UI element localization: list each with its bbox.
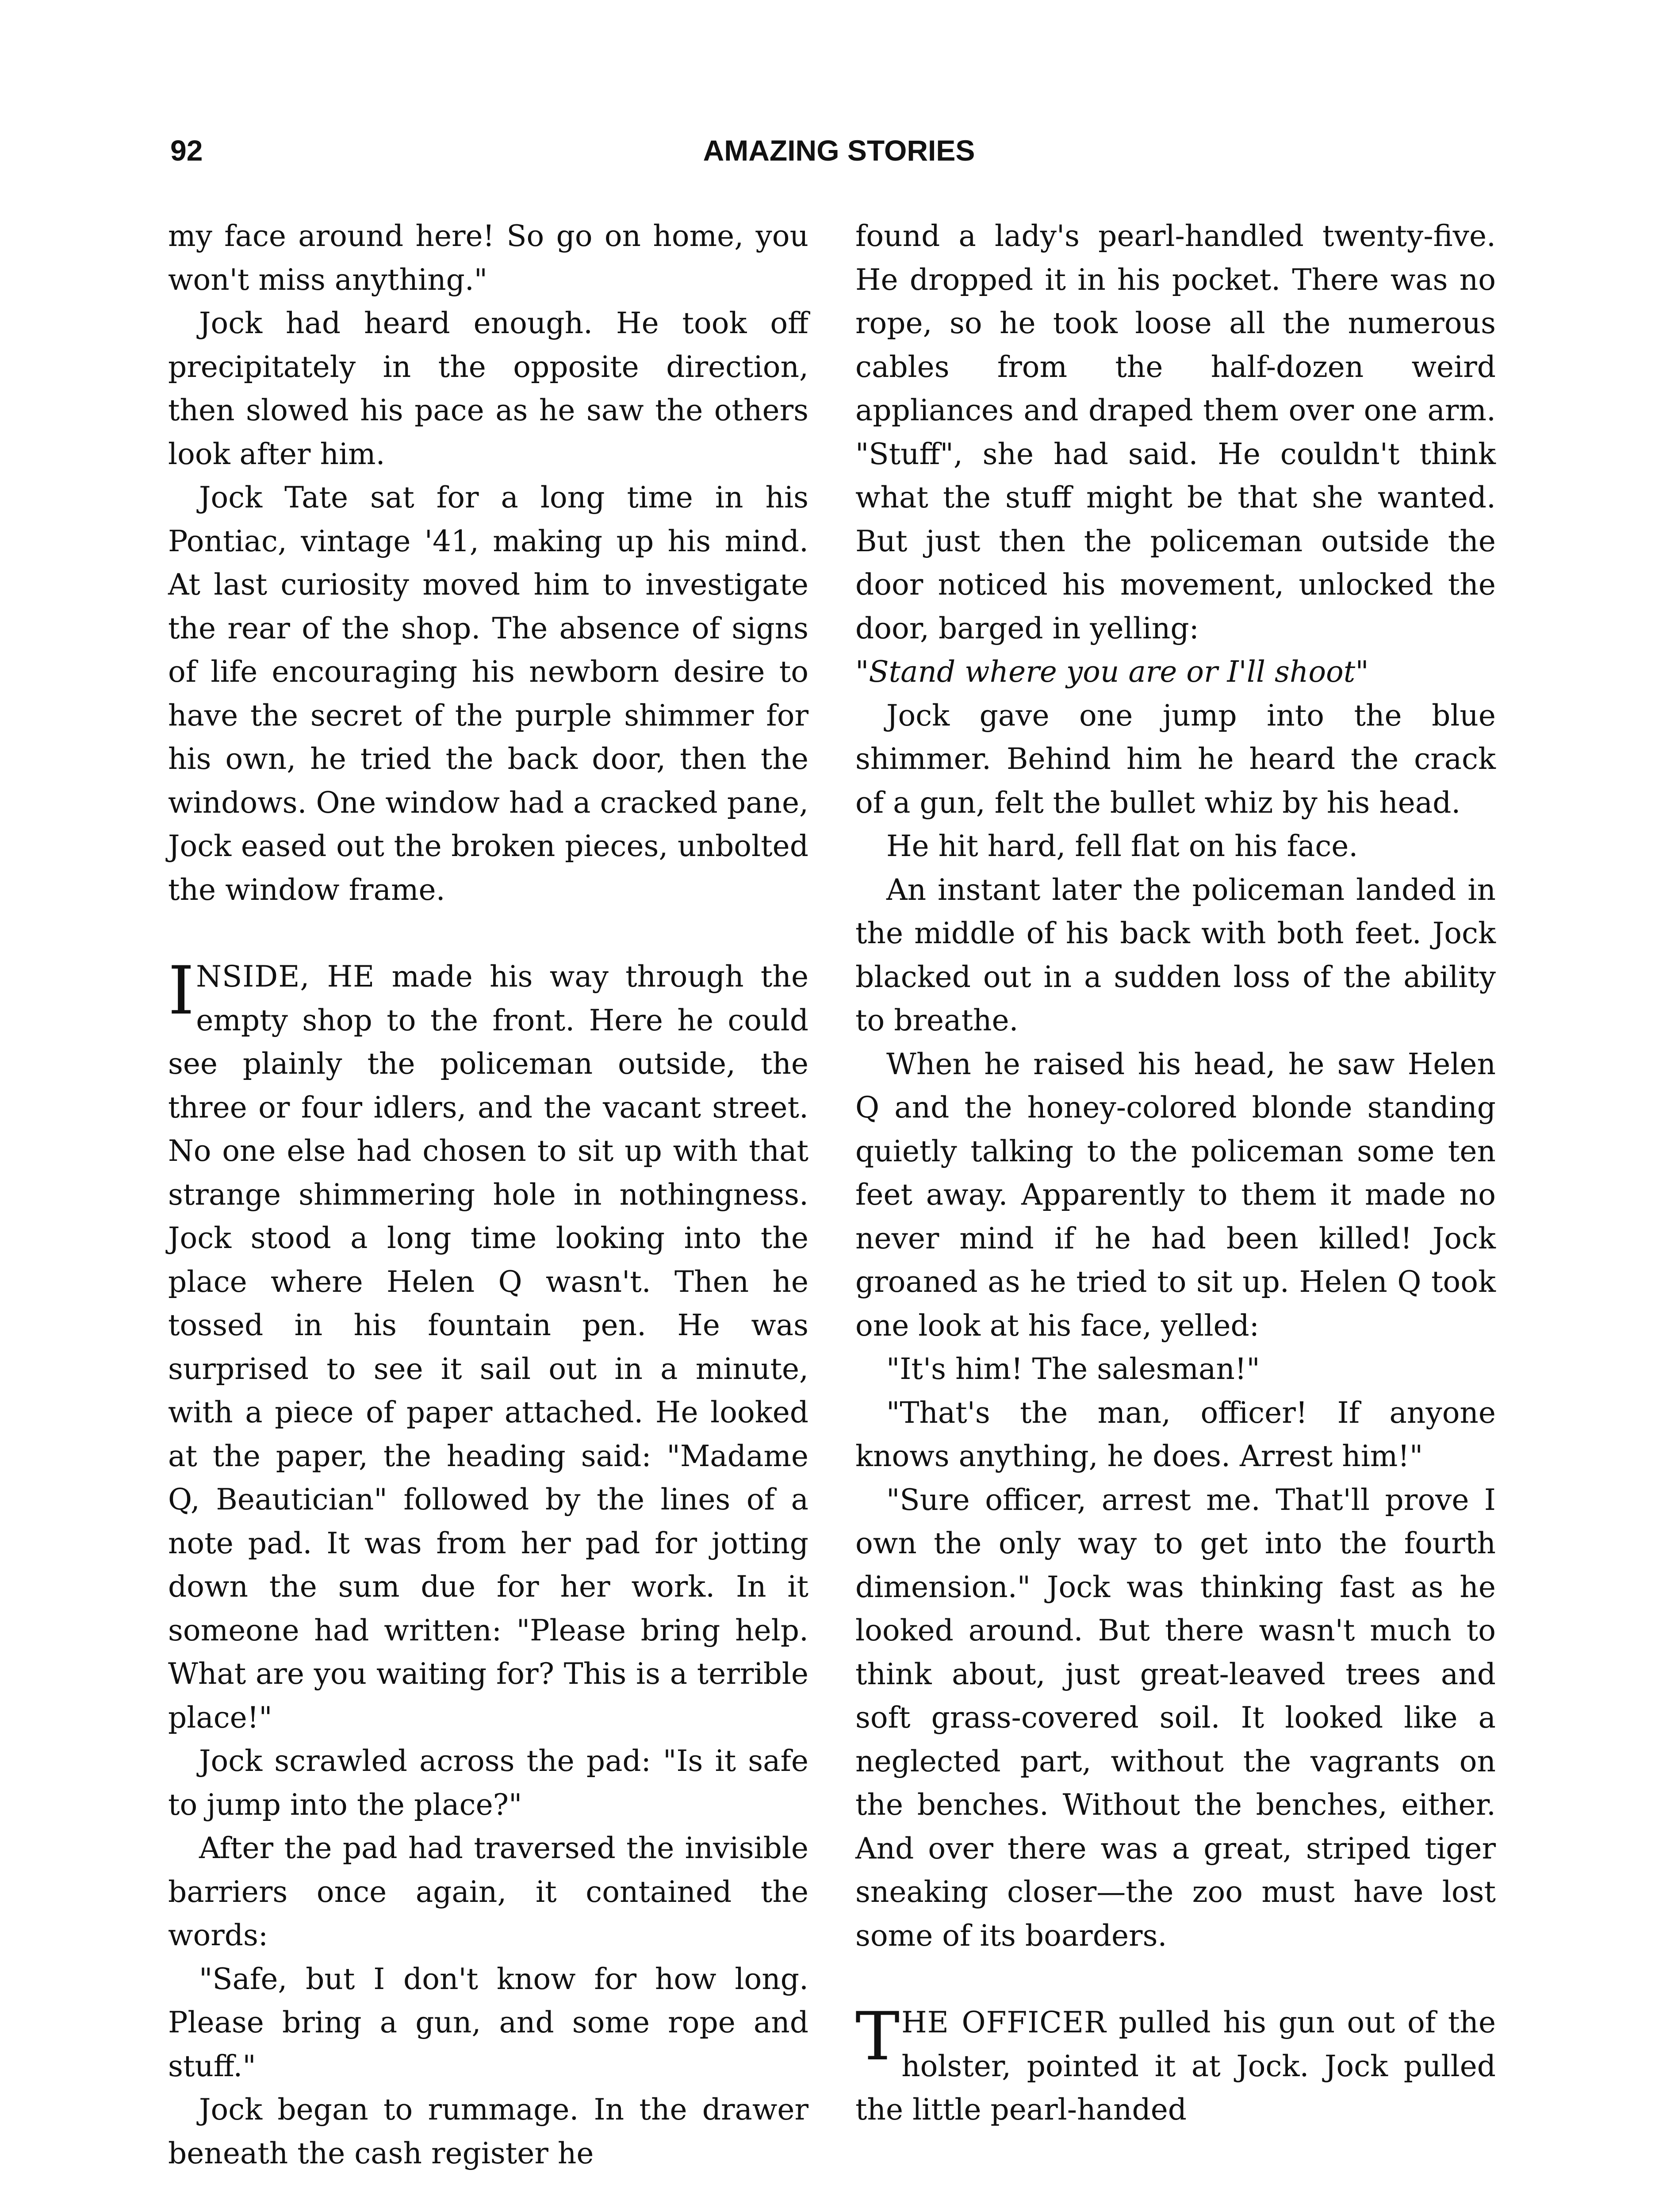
paragraph: Jock Tate sat for a long time in his Pontiac, vintage '41, making up his mind. At last curiosity moved him to investigate the rear of the shop. The absence of signs of life encouraging his newborn desire to have the secret of the purple shimmer for his own, he tried the back door, then the windows. One window had a cracked pane, Jock eased out the broken pieces, unbolted the window frame. (168, 480, 808, 907)
paragraph: my face around here! So go on home, you won't miss anything." (168, 219, 808, 297)
paragraph: Jock began to rummage. In the drawer beneath the cash register he (168, 2093, 808, 2170)
section-opening-paragraph (168, 952, 808, 1740)
left-column (168, 215, 808, 2175)
paragraph: Jock scrawled across the pad: "Is it safe to jump into the place?" (168, 1744, 808, 1822)
section-lead-in: HE OFFICER (901, 2005, 1107, 2039)
paragraph: found a lady's pearl-handled twenty-five. He dropped it in his pocket. There was no rope, so he took loose all the numerous cables from the half-dozen weird appliances and draped them over one arm. "Stuff", she had said. He couldn't think what the stuff might be that she wanted. But just then the policeman outside the door noticed his movement, unlocked the door, barged in yelling: (855, 219, 1496, 645)
paragraph: "Sure officer, arrest me. That'll prove I own the only way to get into the fourth dimension." Jock was thinking fast as he looked around. But there wasn't much to think about, just great-leaved trees and soft grass-covered soil. It looked like a neglected part, without the vagrants on the benches. Without the benches, either. And over there was a great, striped tiger sneaking closer—the zoo must have lost some of its boarders. (855, 1482, 1496, 1953)
paragraph: He hit hard, fell flat on his face. (886, 829, 1358, 863)
drop-cap: T (855, 1998, 900, 2075)
page-number: 92 (170, 134, 203, 167)
paragraph: An instant later the policeman landed in the middle of his back with both feet. Jock blacked out in a sudden loss of the ability to breathe. (855, 872, 1496, 1037)
paragraph: "It's him! The salesman!" (886, 1352, 1260, 1386)
section-lead-in: NSIDE, HE (196, 960, 375, 994)
paragraph: Jock gave one jump into the blue shimmer. Behind him he heard the crack of a gun, felt the bullet whiz by his head. (855, 698, 1496, 820)
paragraph: After the pad had traversed the invisible barriers once again, it contained the words: (168, 1831, 808, 1952)
section-break (168, 912, 808, 955)
paragraph-text: pulled his gun out of the holster, pointed it at Jock. Jock pulled the little pearl-handed (855, 2005, 1496, 2127)
paragraph: Jock had heard enough. He took off precipitately in the opposite direction, then slowed his pace as he saw the others look after him. (168, 306, 808, 471)
drop-cap: I (168, 952, 195, 1029)
section-break (855, 1958, 1496, 2001)
paragraph: When he raised his head, he saw Helen Q and the honey-colored blonde standing quietly talking to the policeman some ten feet away. Apparently to them it made no never mind if he had been killed! Jock groaned as he tried to sit up. Helen Q took one look at his face, yelled: (855, 1047, 1496, 1343)
running-head: AMAZING STORIES (703, 134, 975, 167)
paragraph-text: made his way through the empty shop to the front. Here he could see plainly the policeman outside, the three or four idlers, and the vacant street. No one else had chosen to sit up with that strange shimmering hole in nothingness. Jock stood a long time looking into the place where Helen Q wasn't. Then he tossed in his fountain pen. He was surprised to see it sail out in a minute, with a piece of paper attached. He looked at the paper, the heading said: "Madame Q, Beautician" followed by the lines of a note pad. It was from her pad for jotting down the sum due for her work. In it someone had written: "Please bring help. What are you waiting for? This is a terrible place!" (168, 960, 808, 1735)
section-opening-paragraph (855, 1998, 1496, 2132)
paragraph: "That's the man, officer! If anyone knows anything, he does. Arrest him!" (855, 1395, 1496, 1473)
right-column (855, 215, 1496, 2132)
paragraph: "Safe, but I don't know for how long. Please bring a gun, and some rope and stuff." (168, 1962, 808, 2083)
italic-quote: "Stand where you are or I'll shoot" (855, 655, 1369, 689)
